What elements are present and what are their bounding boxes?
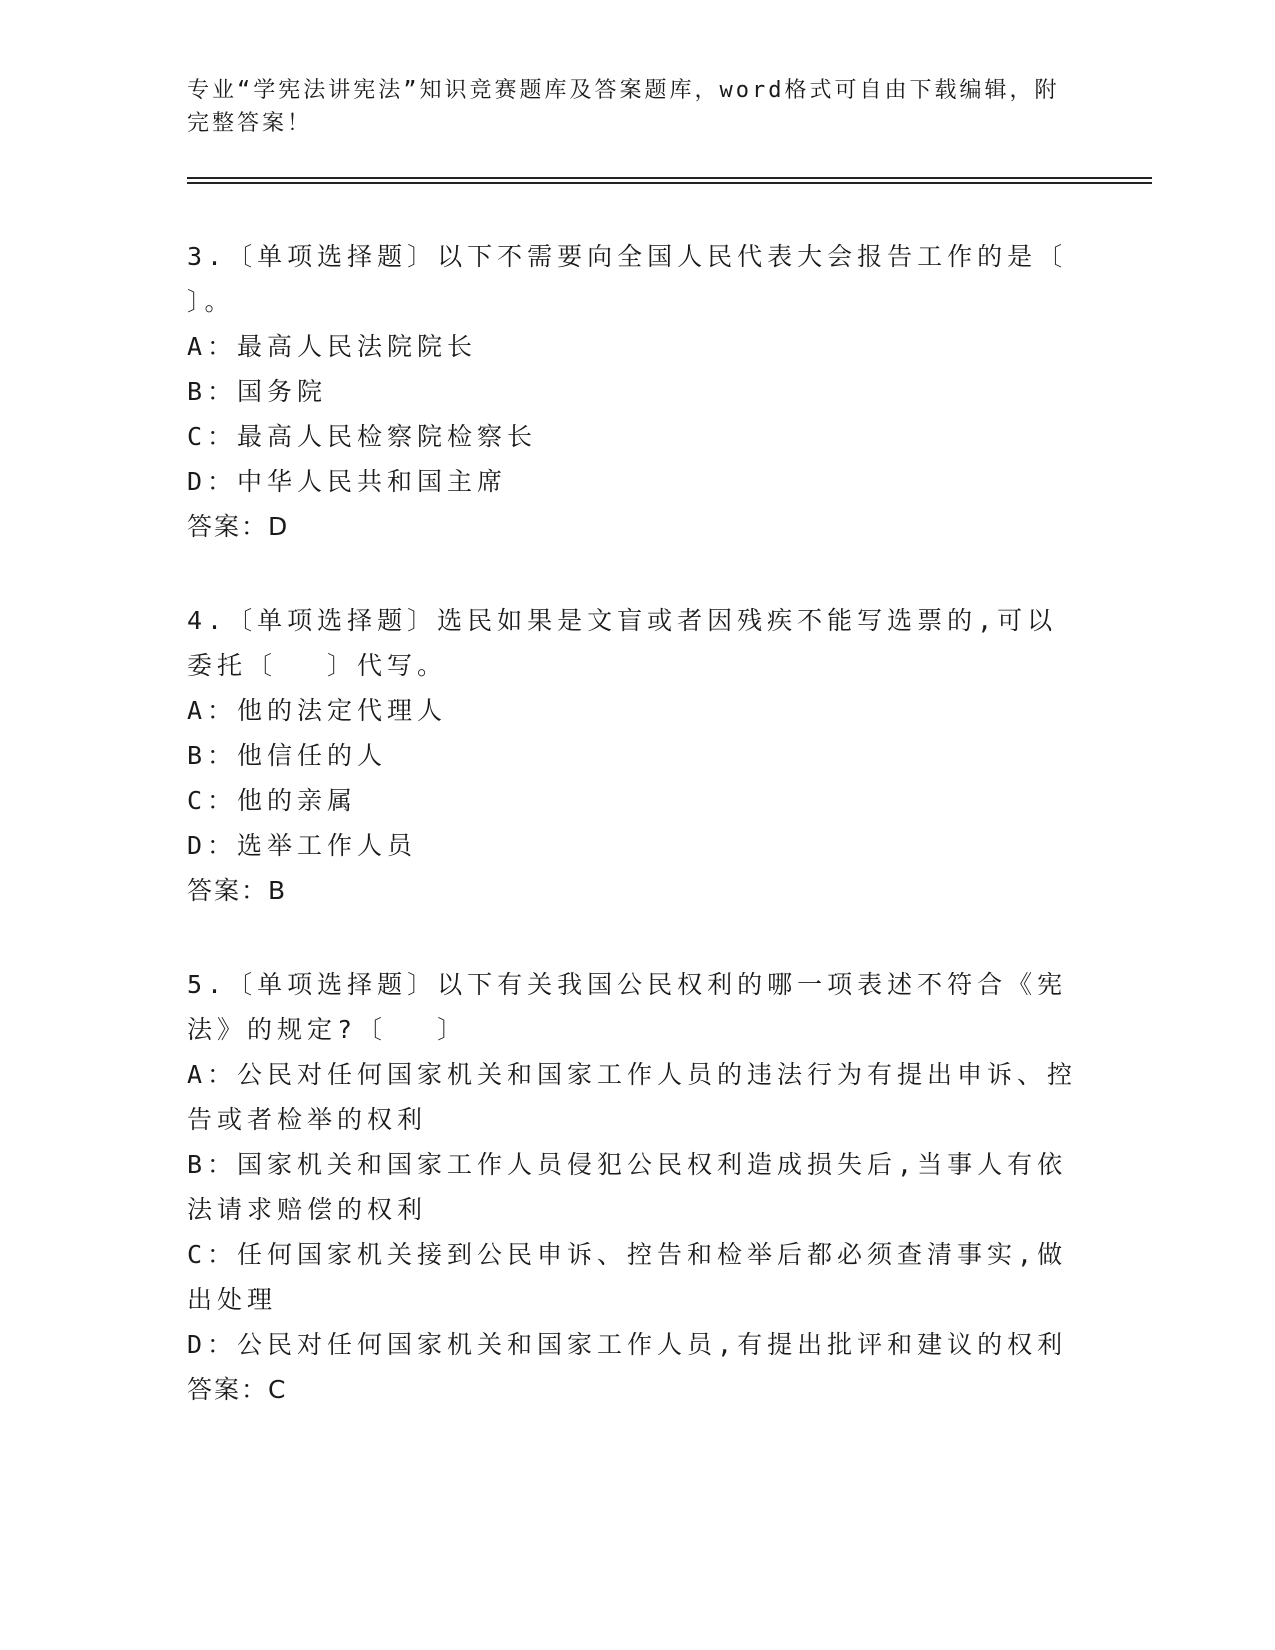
option-d: D：中华人民共和国主席 (187, 467, 508, 496)
question-3 (187, 234, 1087, 549)
option-b: B：国务院 (187, 377, 328, 406)
option-a: A：他的法定代理人 (187, 696, 448, 725)
option-a: A：最高人民法院院长 (187, 332, 478, 361)
question-5 (187, 962, 1087, 1412)
answer: 答案：C (187, 1375, 288, 1404)
document-header: 专业“学宪法讲宪法”知识竞赛题库及答案题库，word格式可自由下载编辑，附完整答案！ (187, 78, 1060, 136)
header-divider-top (187, 177, 1152, 179)
option-b: B：国家机关和国家工作人员侵犯公民权利造成损失后,当事人有依法请求赔偿的权利 (187, 1150, 1068, 1224)
option-c: C：最高人民检察院检察长 (187, 422, 538, 451)
question-title: 5.〔单项选择题〕以下有关我国公民权利的哪一项表述不符合《宪法》的规定?〔 〕 (187, 970, 1068, 1044)
answer: 答案：D (187, 512, 290, 541)
option-a: A：公民对任何国家机关和国家工作人员的违法行为有提出申诉、控告或者检举的权利 (187, 1060, 1078, 1134)
option-c: C：任何国家机关接到公民申诉、控告和检举后都必须查清事实,做出处理 (187, 1240, 1068, 1314)
option-d: D：选举工作人员 (187, 831, 418, 860)
question-title: 3.〔单项选择题〕以下不需要向全国人民代表大会报告工作的是〔 〕。 (187, 242, 1068, 316)
question-title: 4.〔单项选择题〕选民如果是文盲或者因残疾不能写选票的,可以委托〔 〕代写。 (187, 606, 1058, 680)
option-d: D：公民对任何国家机关和国家工作人员,有提出批评和建议的权利 (187, 1330, 1068, 1359)
question-4 (187, 598, 1087, 913)
answer: 答案：B (187, 876, 288, 905)
header-divider-bottom (187, 182, 1152, 184)
option-c: C：他的亲属 (187, 786, 358, 815)
option-b: B：他信任的人 (187, 741, 388, 770)
